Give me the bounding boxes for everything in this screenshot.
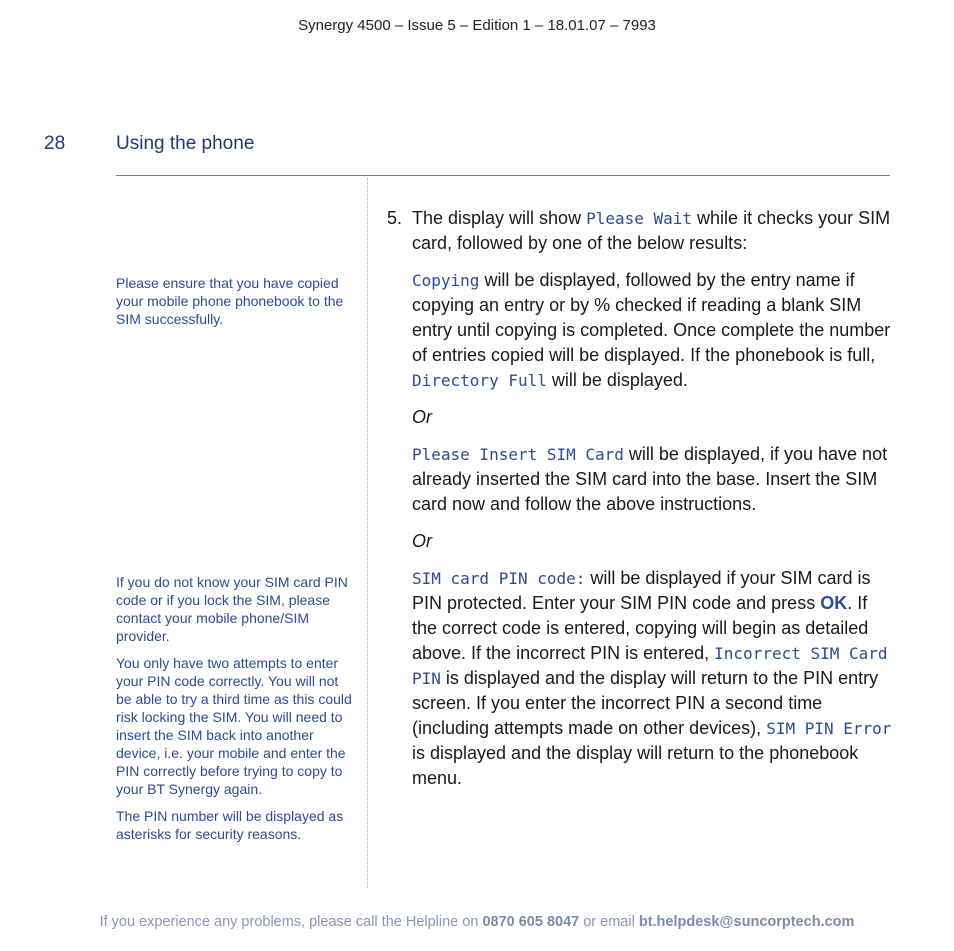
- result-insert-sim: Please Insert SIM Card will be displayed, if you have not already inserted the SIM card into the base. Insert the SIM card now and follow the above instructions.: [412, 444, 888, 514]
- note-text: Please ensure that you have copied your mobile phone phonebook to the SIM successfully.: [116, 275, 344, 327]
- sidebar-note-pin: [116, 573, 352, 852]
- note-text: If you do not know your SIM card PIN code or if you lock the SIM, please contact your mobile phone/SIM provider.: [116, 574, 348, 644]
- step-number: 5.: [387, 208, 403, 228]
- column-divider: [367, 178, 368, 888]
- helpline-email: bt.helpdesk@suncorptech.com: [638, 914, 855, 930]
- result-copying: Copying will be displayed, followed by the entry name if copying an entry or by % checked if reading a blank SIM entry until copying is completed. Once complete the number of entries copied will be displayed. If the phonebook is full, Directory Full will be displayed.: [412, 270, 891, 390]
- lcd-text: Please Insert SIM Card: [412, 445, 624, 464]
- sidebar-note-copy: [116, 274, 352, 337]
- note-text: You only have two attempts to enter your PIN code correctly. You will not be able to try a third time as this could risk locking the SIM. You will need to insert the SIM back into another device, i.e. your mobile and enter the PIN correctly before trying to copy to your BT Synergy again.: [116, 655, 352, 797]
- ok-key-label: OK: [820, 593, 848, 613]
- or-separator: Or: [412, 531, 432, 551]
- main-content: [387, 206, 895, 791]
- header-divider: [116, 175, 890, 176]
- lcd-text: SIM card PIN code:: [412, 569, 586, 588]
- step-5: [387, 206, 895, 256]
- or-separator: Or: [412, 407, 432, 427]
- step-text: The display will show Please Wait while it checks your SIM card, followed by one of the below results:: [412, 208, 891, 253]
- page-number: 28: [44, 133, 66, 154]
- note-text: The PIN number will be displayed as asterisks for security reasons.: [116, 808, 344, 842]
- result-pin-code: SIM card PIN code: will be displayed if your SIM card is PIN protected. Enter your SIM PIN code and press OK. If the correct code is entered, copying will begin as detailed above. If the incorrect PIN is entered, Incorrect SIM Card PIN is displayed and the display will return to the PIN entry screen. If you enter the incorrect PIN a second time (including attempts made on other devices), SIM PIN Error is displayed and the display will return to the phonebook menu.: [412, 568, 892, 788]
- document-header: Synergy 4500 – Issue 5 – Edition 1 – 18.01.07 – 7993: [298, 17, 656, 34]
- lcd-text: Copying: [412, 271, 480, 290]
- helpline-footer: If you experience any problems, please call the Helpline on 0870 605 8047 or email bt.helpdesk@suncorptech.com: [99, 914, 855, 930]
- lcd-text: Please Wait: [586, 209, 693, 228]
- lcd-text: SIM PIN Error: [766, 719, 892, 738]
- lcd-text: Directory Full: [412, 371, 547, 390]
- helpline-phone: 0870 605 8047: [482, 914, 580, 930]
- section-title: Using the phone: [116, 133, 255, 154]
- lcd-text: Incorrect SIM Card PIN: [412, 644, 888, 688]
